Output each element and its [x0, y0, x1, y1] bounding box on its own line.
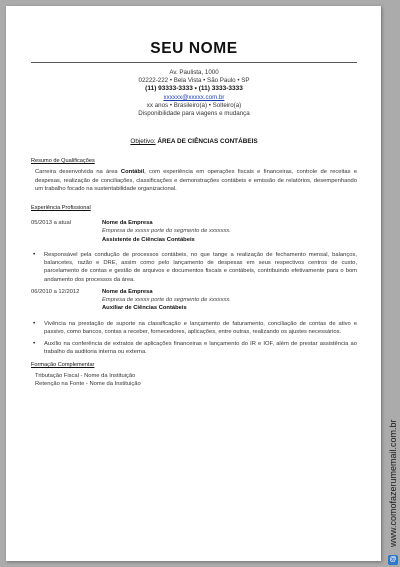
- job-company: Nome da Empresa: [102, 220, 153, 227]
- experience-section-title: Experiência Profissional: [31, 205, 91, 212]
- site-watermark[interactable]: [387, 387, 400, 567]
- objective: [31, 137, 357, 146]
- address-line: Av. Paulista, 1000: [169, 69, 219, 76]
- objective-label: Objetivo:: [130, 138, 156, 146]
- summary-text: [31, 168, 357, 193]
- email-logo-icon: @: [389, 556, 397, 563]
- job-bullet: • Auxílio na conferência de extratos de aplicações financeiras e lançamento do IR e IOF, além de prestar assistência ao trabalho da auditoria interna ou externa.: [31, 340, 357, 357]
- personal-info-line: xx anos • Brasileiro(a) • Solteiro(a): [146, 101, 242, 109]
- summary-text-end: , com experiência em operações fiscais e financeiras, controle de receitas e despesas, realização de conciliações, classificações e demonstrações contábeis e emissão de relatórios, desempenhando um trabalho focado na sustentabilidade organizacional.: [35, 169, 357, 192]
- job-bullet: • Responsável pela condução de processos contábeis, no que tange a realização de fechamento mensal, balanços, balancetes, razão e DRE, assim como pelo lançamento de despesas em seus respectivos centros de custo, parcelamento de contas e gestão de arquivos e documentos fiscais e contábeis, contribuindo efetivamente para o bom andamento dos processos da área.: [31, 251, 357, 284]
- course-list: [31, 372, 357, 389]
- resume-page: [6, 6, 381, 561]
- email-link[interactable]: xxxxxx@xxxxx.com.br: [163, 93, 225, 101]
- job-details: [102, 288, 231, 313]
- job-bullet: • Vivência na prestação de suporte na classificação e lançamento de faturamento, conciliação de contas de ativo e passivo, como bancos, contas a receber, fornecedores, aplicações, entre outras, realizando os ajustes necessários.: [31, 320, 357, 337]
- contact-block: [31, 69, 357, 118]
- job-role: Auxiliar de Ciências Contábeis: [102, 305, 187, 312]
- city-line: 02222-222 • Bela Vista • São Paulo • SP: [138, 77, 250, 85]
- job-bullets: [31, 251, 357, 284]
- summary-text-start: Carreira desenvolvida na área: [35, 169, 121, 176]
- job-period: 06/2010 a 12/2012: [31, 288, 80, 295]
- candidate-name: SEU NOME: [150, 40, 238, 57]
- job-segment: Empresa de xxxxx porte do segmento de xxxxxxx.: [102, 228, 231, 235]
- header-divider: [31, 62, 357, 63]
- availability-line: Disponibilidade para viagens e mudança: [138, 110, 250, 118]
- job-company: Nome da Empresa: [102, 288, 153, 295]
- summary-text-bold: Contábil: [120, 169, 145, 176]
- job-entry: [31, 288, 357, 313]
- summary-section-title: Resumo de Qualificações: [31, 158, 95, 165]
- objective-value: ÁREA DE CIÊNCIAS CONTÁBEIS: [157, 138, 258, 146]
- job-details: [102, 219, 231, 244]
- education-section-title: Formação Complementar: [31, 361, 95, 368]
- job-role: Assistente de Ciências Contábeis: [102, 236, 195, 243]
- job-segment: Empresa de xxxxx porte do segmento de xxxxxxx.: [102, 297, 231, 304]
- job-period: 05/2013 a atual: [31, 220, 71, 227]
- watermark-text: www.comofazerumemail.com.br: [388, 419, 398, 547]
- job-bullets: [31, 320, 357, 357]
- course-item: Retenção na Fonte - Nome da Instituição: [35, 381, 141, 387]
- phone-line: (11) 93333-3333 • (11) 3333-3333: [145, 85, 243, 93]
- job-entry: [31, 219, 357, 244]
- course-item: Tributação Fiscal - Nome da Instituição: [35, 372, 136, 379]
